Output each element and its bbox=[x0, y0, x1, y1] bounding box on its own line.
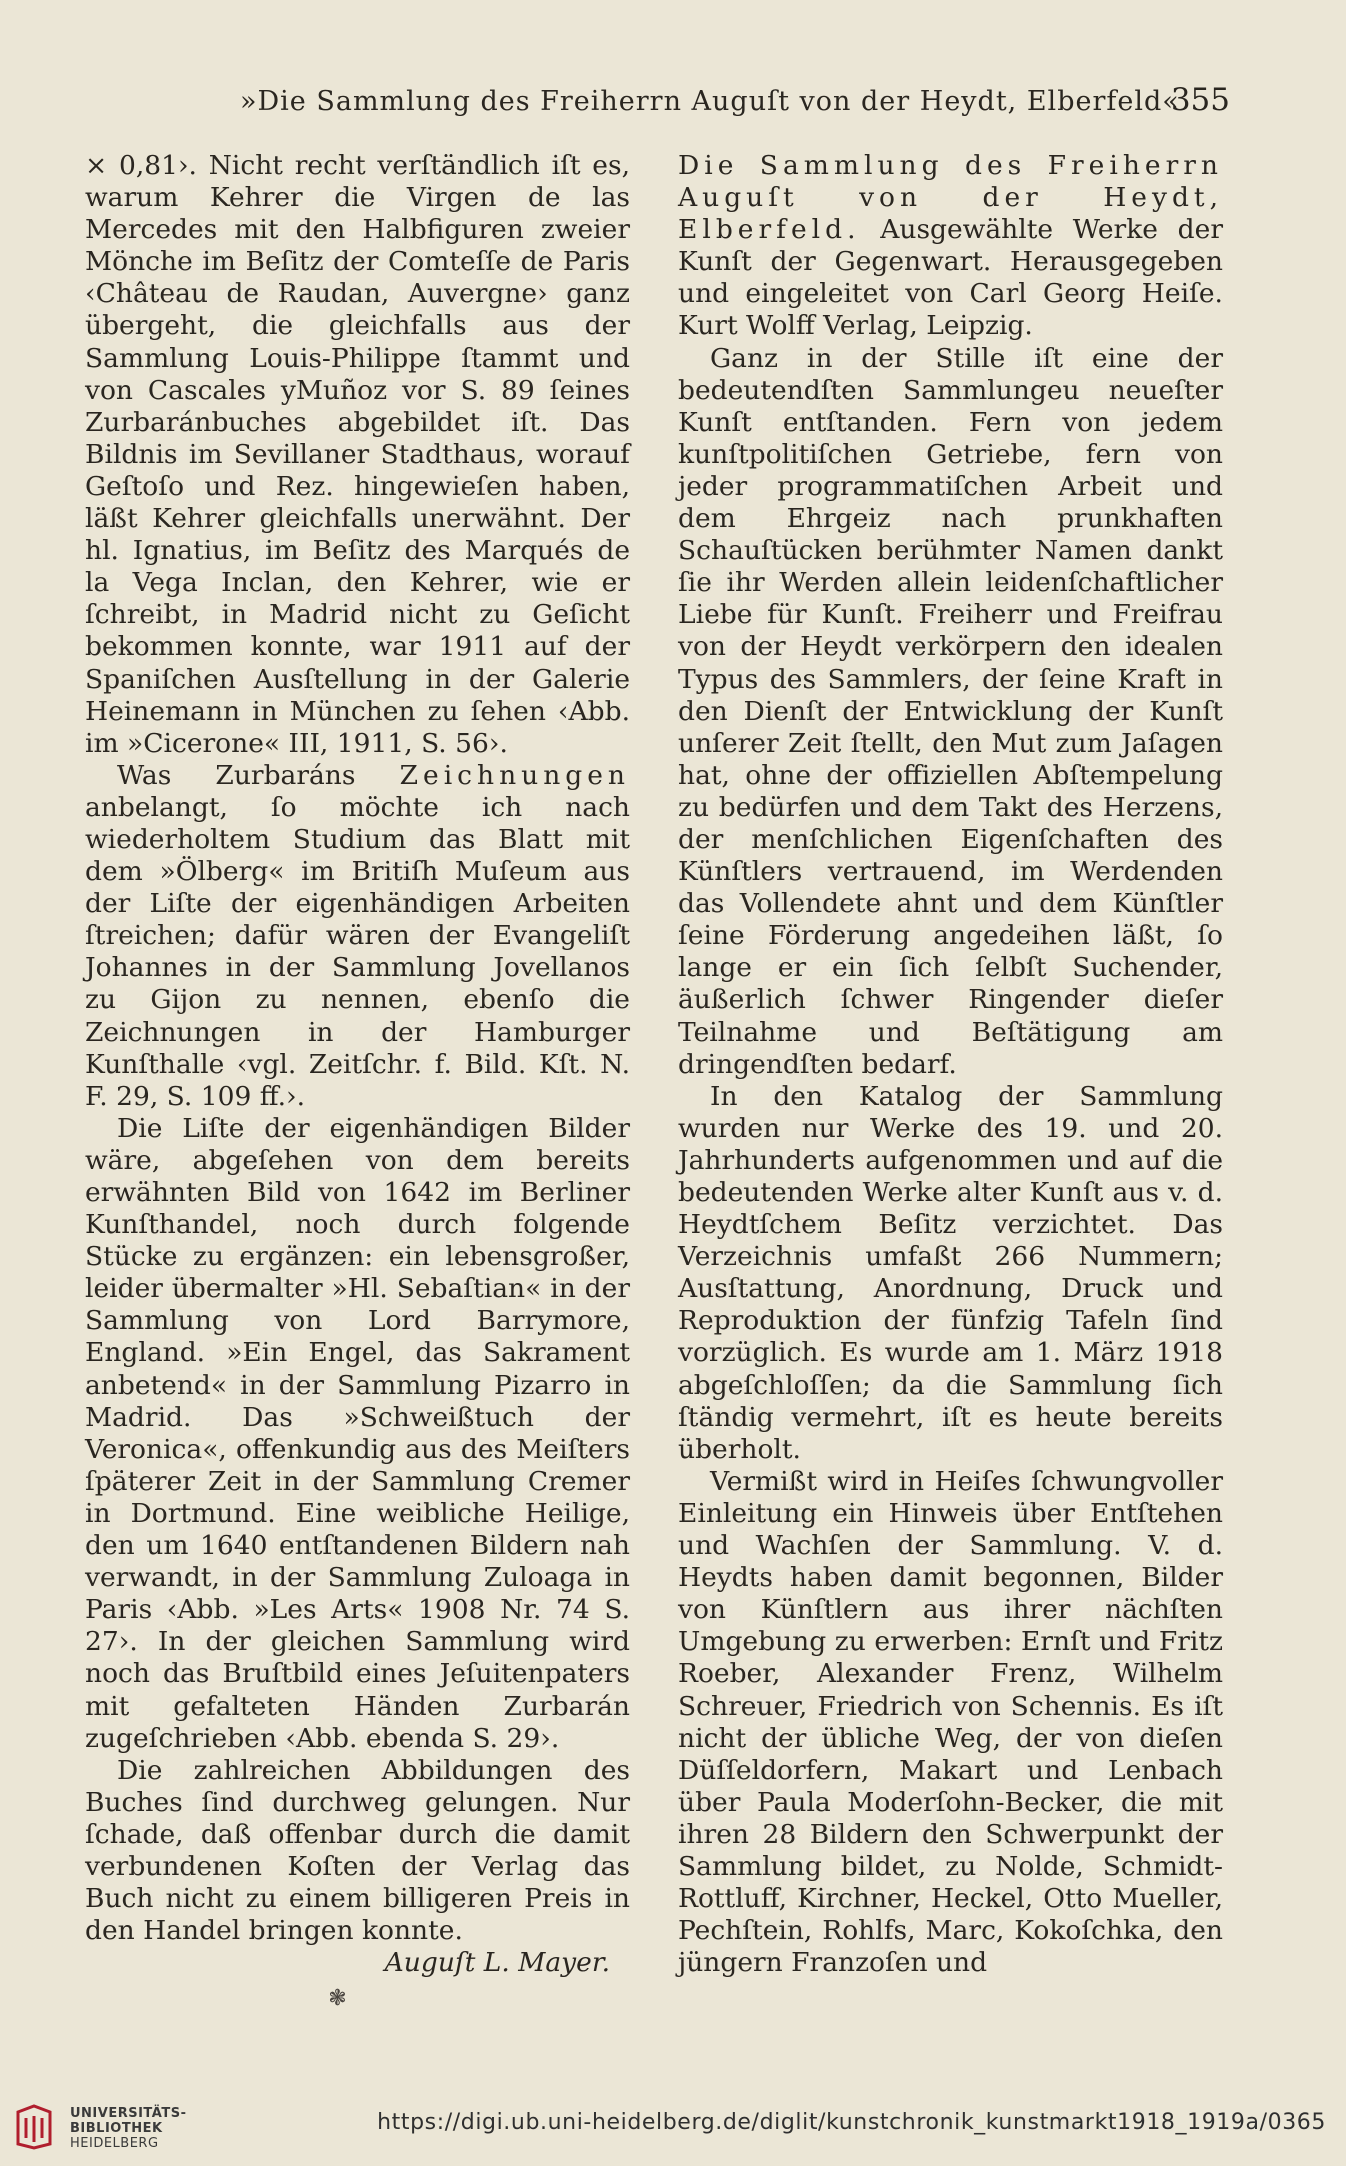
library-name bbox=[70, 2106, 186, 2151]
library-logo-icon bbox=[14, 2104, 54, 2150]
running-title: »Die Sammlung des Freiherrn Auguſt von der Heydt, Elberfeld« bbox=[240, 86, 1180, 117]
review-title: Die Sammlung des Freiherrn Auguſt von der Heydt, Elberfeld. bbox=[678, 150, 1223, 246]
drawings-text: anbelangt, ſo möchte ich nach wiederholtem Studium das Blatt mit dem »Ölberg« im Britiſh Muſeum aus der Liſte der eigenhändigen Arbeiten ſtreichen; dafür wären der Evangeliſt Johannes in der Sammlung Jovellanos zu Gijon zu nennen, ebenſo die Zeichnungen in der Hamburger Kunſthalle ‹vgl. Zeitſchr. f. Bild. Kſt. N. F. 29, S. 109 ff.›. bbox=[85, 791, 630, 1112]
review-info: Ausgewählte Werke der Kunſt der Gegenwart. Herausgegeben und eingeleitet von Carl Georg Heiſe. Kurt Wolff Verlag, Leipzig. bbox=[678, 214, 1223, 342]
paragraph: × 0,81›. Nicht recht verſtändlich iſt es, warum Kehrer die Virgen de las Mercedes mit den Halbfiguren zweier Mönche im Beſitz der Comteſſe de Paris ‹Château de Raudan, Auvergne› ganz übergeht, die gleichfalls aus der Sammlung Louis-Philippe ſtammt und von Cascales yMuñoz vor S. 89 ſeines Zurbaránbuches abgebildet iſt. Das Bildnis im Sevillaner Stadthaus, worauf Geſtoſo und Rez. hingewieſen haben, läßt Kehrer gleichfalls unerwähnt. Der hl. Ignatius, im Beſitz des Marqués de la Vega Inclan, den Kehrer, wie er ſchreibt, in Madrid nicht zu Geſicht bekommen konnte, war 1911 auf der Spaniſchen Ausſtellung in der Galerie Heinemann in München zu ſehen ‹Abb. im »Cicerone« III, 1911, S. 56›. bbox=[85, 150, 630, 759]
page-number: 355 bbox=[1170, 82, 1230, 118]
signature-line bbox=[85, 1947, 630, 1979]
drawings-intro: Was Zurbaráns bbox=[117, 759, 356, 791]
running-header bbox=[240, 80, 1230, 124]
footer-bar bbox=[0, 2090, 1346, 2166]
author-signature: Auguſt L. Mayer. bbox=[384, 1947, 610, 1979]
library-name-line: UNIVERSITÄTS- bbox=[70, 2106, 187, 2121]
library-name-line: HEIDELBERG bbox=[70, 2136, 159, 2151]
paragraph: In den Katalog der Sammlung wurden nur Werke des 19. und 20. Jahrhunderts aufgenommen und auf die bedeutenden Werke alter Kunſt aus v. d. Heydtſchem Beſitz verzichtet. Das Verzeichnis umfaßt 266 Nummern; Ausſtattung, Anordnung, Druck und Reproduktion der fünfzig Tafeln ſind vorzüglich. Es wurde am 1. März 1918 abgeſchloſſen; da die Sammlung ſich ſtändig vermehrt, iſt es heute bereits überholt. bbox=[678, 1080, 1223, 1465]
paragraph: Ganz in der Stille iſt eine der bedeutendſten Sammlungeu neueſter Kunſt entſtanden. Fern von jedem kunſtpolitiſchen Getriebe, fern von jeder programmatiſchen Arbeit und dem Ehrgeiz nach prunkhaften Schauſtücken berühmter Namen dankt ſie ihr Werden allein leidenſchaftlicher Liebe für Kunſt. Freiherr und Freifrau von der Heydt verkörpern den idealen Typus des Sammlers, der ſeine Kraft in den Dienſt der Entwicklung der Kunſt unſerer Zeit ſtellt, den Mut zum Jaſagen hat, ohne der offiziellen Abſtempelung zu bedürfen und dem Takt des Herzens, der menſchlichen Eigenſchaften des Künſtlers vertrauend, im Werdenden das Vollendete ahnt und dem Künſtler ſeine Förderung angedeihen läßt, ſo lange er ein ſich ſelbſt Suchender, äußerlich ſchwer Ringender dieſer Teilnahme und Beſtätigung am dringendſten bedarf. bbox=[678, 342, 1223, 1080]
paragraph: Die Liſte der eigenhändigen Bilder wäre, abgeſehen von dem bereits erwähnten Bild von 1642 im Berliner Kunſthandel, noch durch folgende Stücke zu ergänzen: ein lebensgroßer, leider übermalter »Hl. Sebaſtian« in der Sammlung von Lord Barrymore, England. »Ein Engel, das Sakrament anbetend« in der Sammlung Pizarro in Madrid. Das »Schweißtuch der Veronica«, offenkundig aus des Meiſters ſpäterer Zeit in der Sammlung Cremer in Dortmund. Eine weibliche Heilige, den um 1640 entſtandenen Bildern nah verwandt, in der Sammlung Zuloaga in Paris ‹Abb. »Les Arts« 1908 Nr. 74 S. 27›. In der gleichen Sammlung wird noch das Bruſtbild eines Jeſuitenpaters mit gefalteten Händen Zurbarán zugeſchrieben ‹Abb. ebenda S. 29›. bbox=[85, 1112, 630, 1754]
paragraph: Die zahlreichen Abbildungen des Buches ſind durchweg gelungen. Nur ſchade, daß offenbar durch die damit verbundenen Koſten der Verlag das Buch nicht zu einem billigeren Preis in den Handel bringen konnte. bbox=[85, 1754, 630, 1947]
ornament-icon: ❃ bbox=[328, 1986, 347, 2012]
library-name-line: BIBLIOTHEK bbox=[70, 2121, 163, 2136]
paragraph bbox=[85, 760, 630, 1113]
review-heading bbox=[678, 150, 1223, 343]
left-column bbox=[85, 150, 630, 2015]
paragraph: Vermißt wird in Heiſes ſchwungvoller Einleitung ein Hinweis über Entſtehen und Wachſen der Sammlung. V. d. Heydts haben damit begonnen, Bilder von Künſtlern aus ihrer nächſten Umgebung zu erwerben: Ernſt und Fritz Roeber, Alexander Frenz, Wilhelm Schreuer, Friedrich von Schennis. Es iſt nicht der übliche Weg, der von dieſen Düſſeldorfern, Makart und Lenbach über Paula Moderſohn-Becker, die mit ihren 28 Bildern den Schwerpunkt der Sammlung bildet, zu Nolde, Schmidt-Rottluff, Kirchner, Heckel, Otto Mueller, Pechſtein, Rohlfs, Marc, Kokoſchka, den jüngern Franzoſen und bbox=[678, 1465, 1223, 1979]
permalink-url[interactable]: https://digi.ub.uni-heidelberg.de/diglit/kunstchronik_kunstmarkt1918_1919a/0365 bbox=[377, 2110, 1326, 2135]
drawings-emphasis: Zeichnungen bbox=[399, 759, 630, 791]
right-column bbox=[678, 150, 1223, 1979]
